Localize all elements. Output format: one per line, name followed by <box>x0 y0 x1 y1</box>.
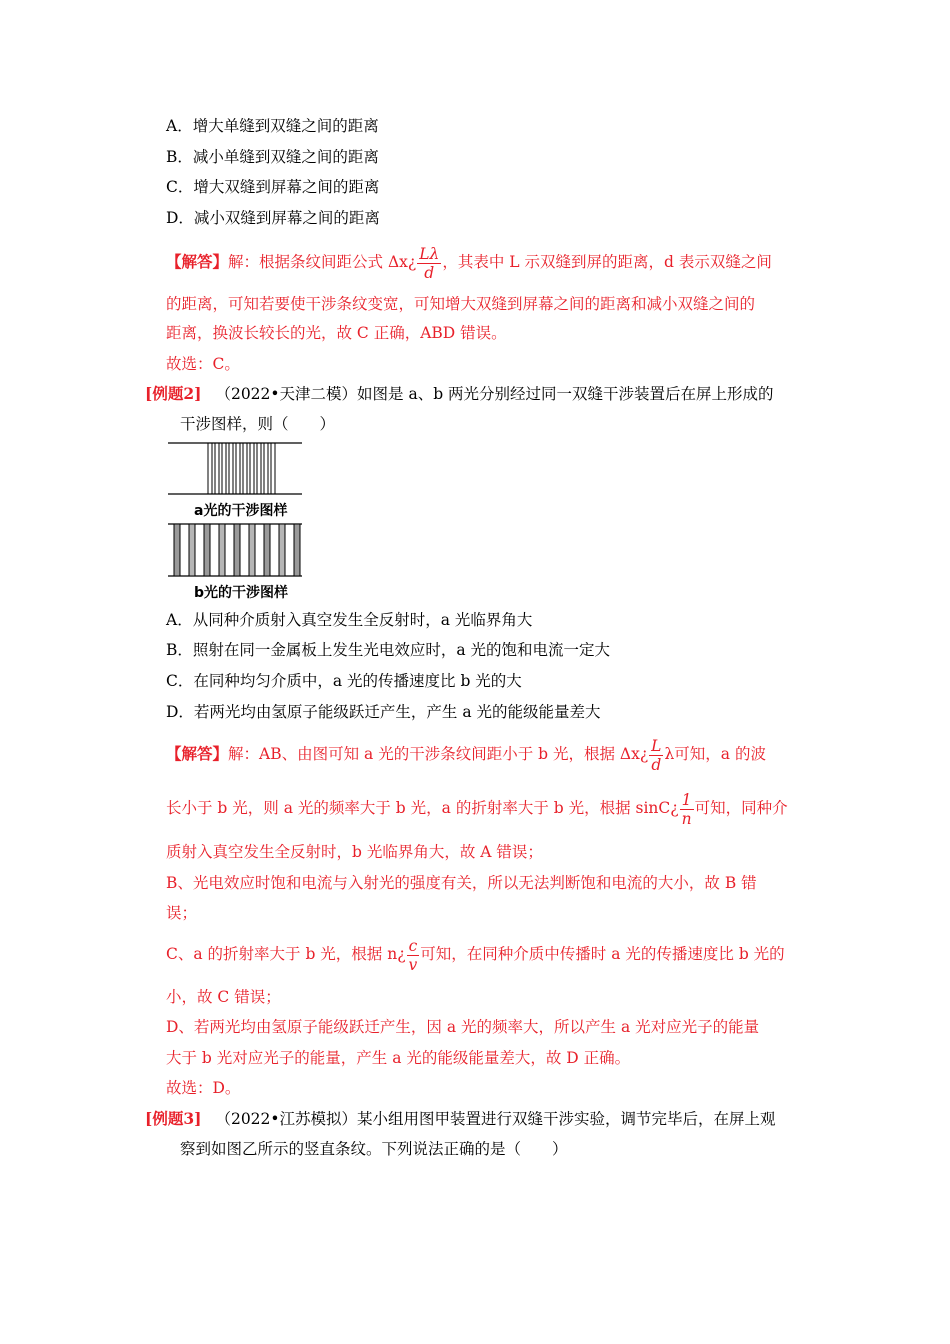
answer-tag: 【解答】 <box>166 744 229 763</box>
pattern-b <box>168 524 302 576</box>
fraction-numerator: L <box>651 736 662 755</box>
stripe-a <box>208 443 212 494</box>
stripe-b <box>294 524 300 576</box>
fraction-l-lambda-over-d <box>417 245 441 282</box>
answer-text: 长小于 b 光，则 a 光的频率大于 b 光，a 的折射率大于 b 光，根据 sinC <box>166 799 671 817</box>
question-text: （2022•江苏模拟）某小组用图甲装置进行双缝干涉实验，调节完毕后，在屏上观 <box>215 1110 776 1128</box>
stripe-a <box>250 443 254 494</box>
interference-figure <box>166 440 306 602</box>
equals-glyph: ¿ <box>639 745 649 763</box>
q1-option-a: A．增大单缝到双缝之间的距离 <box>166 117 379 135</box>
q1-answer-line-2: 的距离，可知若要使干涉条纹变宽，可知增大双缝到屏幕之间的距离和减小双缝之间的 <box>166 295 756 313</box>
q2-answer-line-9: 大于 b 光对应光子的能量，产生 a 光的能级能量差大，故 D 正确。 <box>166 1049 631 1067</box>
fraction-c-over-v <box>407 937 420 974</box>
q1-answer-line-3: 距离，换波长较长的光，故 C 正确，ABD 错误。 <box>166 324 507 342</box>
fraction-denominator: v <box>408 955 418 974</box>
stripe-a <box>222 443 226 494</box>
fraction-numerator: c <box>407 937 420 956</box>
stripe-b <box>219 524 225 576</box>
q2-answer-line-6 <box>166 936 785 974</box>
q2-answer-line-8: D、若两光均由氢原子能级跃迁产生，因 a 光的频率大，所以产生 a 光对应光子的能量 <box>166 1018 760 1036</box>
question-text: （2022•天津二模）如图是 a、b 两光分别经过同一双缝干涉装置后在屏上形成的 <box>215 385 774 403</box>
q2-answer-line-3: 质射入真空发生全反射时，b 光临界角大，故 A 错误； <box>166 843 543 861</box>
equals-glyph: ¿ <box>670 799 679 817</box>
answer-text: 解：AB、由图可知 a 光的干涉条纹间距小于 b 光，根据 Δx <box>228 745 640 763</box>
fraction-1-over-n <box>680 791 694 828</box>
stripe-a <box>243 443 247 494</box>
answer-text: 解：根据条纹间距公式 Δx <box>228 253 408 271</box>
q3-stem-line-2: 察到如图乙所示的竖直条纹。下列说法正确的是（ ） <box>180 1140 568 1158</box>
stripe-a <box>229 443 233 494</box>
stripe-b <box>234 524 240 576</box>
q2-option-d: D．若两光均由氢原子能级跃迁产生，产生 a 光的能级能量差大 <box>166 703 601 721</box>
q2-answer-line-5: 误； <box>166 904 198 922</box>
q1-option-d: D．减小双缝到屏幕之间的距离 <box>166 209 380 227</box>
fraction-numerator: 1 <box>680 791 694 810</box>
question-label: [例题2] <box>145 384 202 403</box>
stripe-b <box>174 524 180 576</box>
q1-option-b: B．减小单缝到双缝之间的距离 <box>166 148 379 166</box>
q2-option-c: C．在同种均匀介质中，a 光的传播速度比 b 光的大 <box>166 672 522 690</box>
stripe-b <box>249 524 255 576</box>
pattern-a <box>168 443 302 494</box>
fraction-denominator: d <box>651 755 662 774</box>
stripe-b <box>189 524 195 576</box>
stripe-a <box>236 443 240 494</box>
fraction-denominator: d <box>424 263 435 282</box>
figure-a-caption: a光的干涉图样 <box>194 503 288 519</box>
q2-answer-line-4: B、光电效应时饱和电流与入射光的强度有关，所以无法判断饱和电流的大小，故 B 错 <box>166 874 757 892</box>
q2-answer-line-2 <box>166 790 788 828</box>
q2-answer-line-1 <box>166 736 766 774</box>
q3-stem-line-1 <box>145 1109 776 1129</box>
q2-choice: 故选：D。 <box>166 1079 241 1097</box>
q2-stem-line-1 <box>145 384 774 404</box>
stripe-a <box>215 443 219 494</box>
q2-option-b: B．照射在同一金属板上发生光电效应时，a 光的饱和电流一定大 <box>166 641 611 659</box>
stripe-a <box>264 443 268 494</box>
question-label: [例题3] <box>145 1109 202 1128</box>
fraction-l-over-d <box>649 737 663 774</box>
stripe-b <box>204 524 210 576</box>
answer-tag: 【解答】 <box>166 252 229 271</box>
answer-text: λ可知，a 的波 <box>664 745 766 763</box>
stripe-b <box>264 524 270 576</box>
answer-text: C、a 的折射率大于 b 光，根据 n <box>166 945 398 963</box>
stripe-b <box>279 524 285 576</box>
equals-glyph: ¿ <box>407 253 417 271</box>
q2-answer-line-7: 小，故 C 错误； <box>166 988 281 1006</box>
answer-text: 可知，同种介 <box>694 799 788 817</box>
stripe-a <box>271 443 275 494</box>
q2-stem-line-2: 干涉图样，则（ ） <box>180 415 336 433</box>
stripe-a <box>257 443 261 494</box>
equals-glyph: ¿ <box>397 945 406 963</box>
q1-choice: 故选：C。 <box>166 355 240 373</box>
q1-option-c: C．增大双缝到屏幕之间的距离 <box>166 178 380 196</box>
q2-option-a: A．从同种介质射入真空发生全反射时，a 光临界角大 <box>166 611 533 629</box>
figure-b-caption: b光的干涉图样 <box>194 585 289 601</box>
q1-answer-line-1 <box>166 244 772 282</box>
answer-text: 可知，在同种介质中传播时 a 光的传播速度比 b 光的 <box>420 945 785 963</box>
fraction-numerator: Lλ <box>419 244 440 263</box>
answer-text: ，其表中 L 示双缝到屏的距离，d 表示双缝之间 <box>442 253 772 271</box>
fraction-denominator: n <box>681 809 692 828</box>
